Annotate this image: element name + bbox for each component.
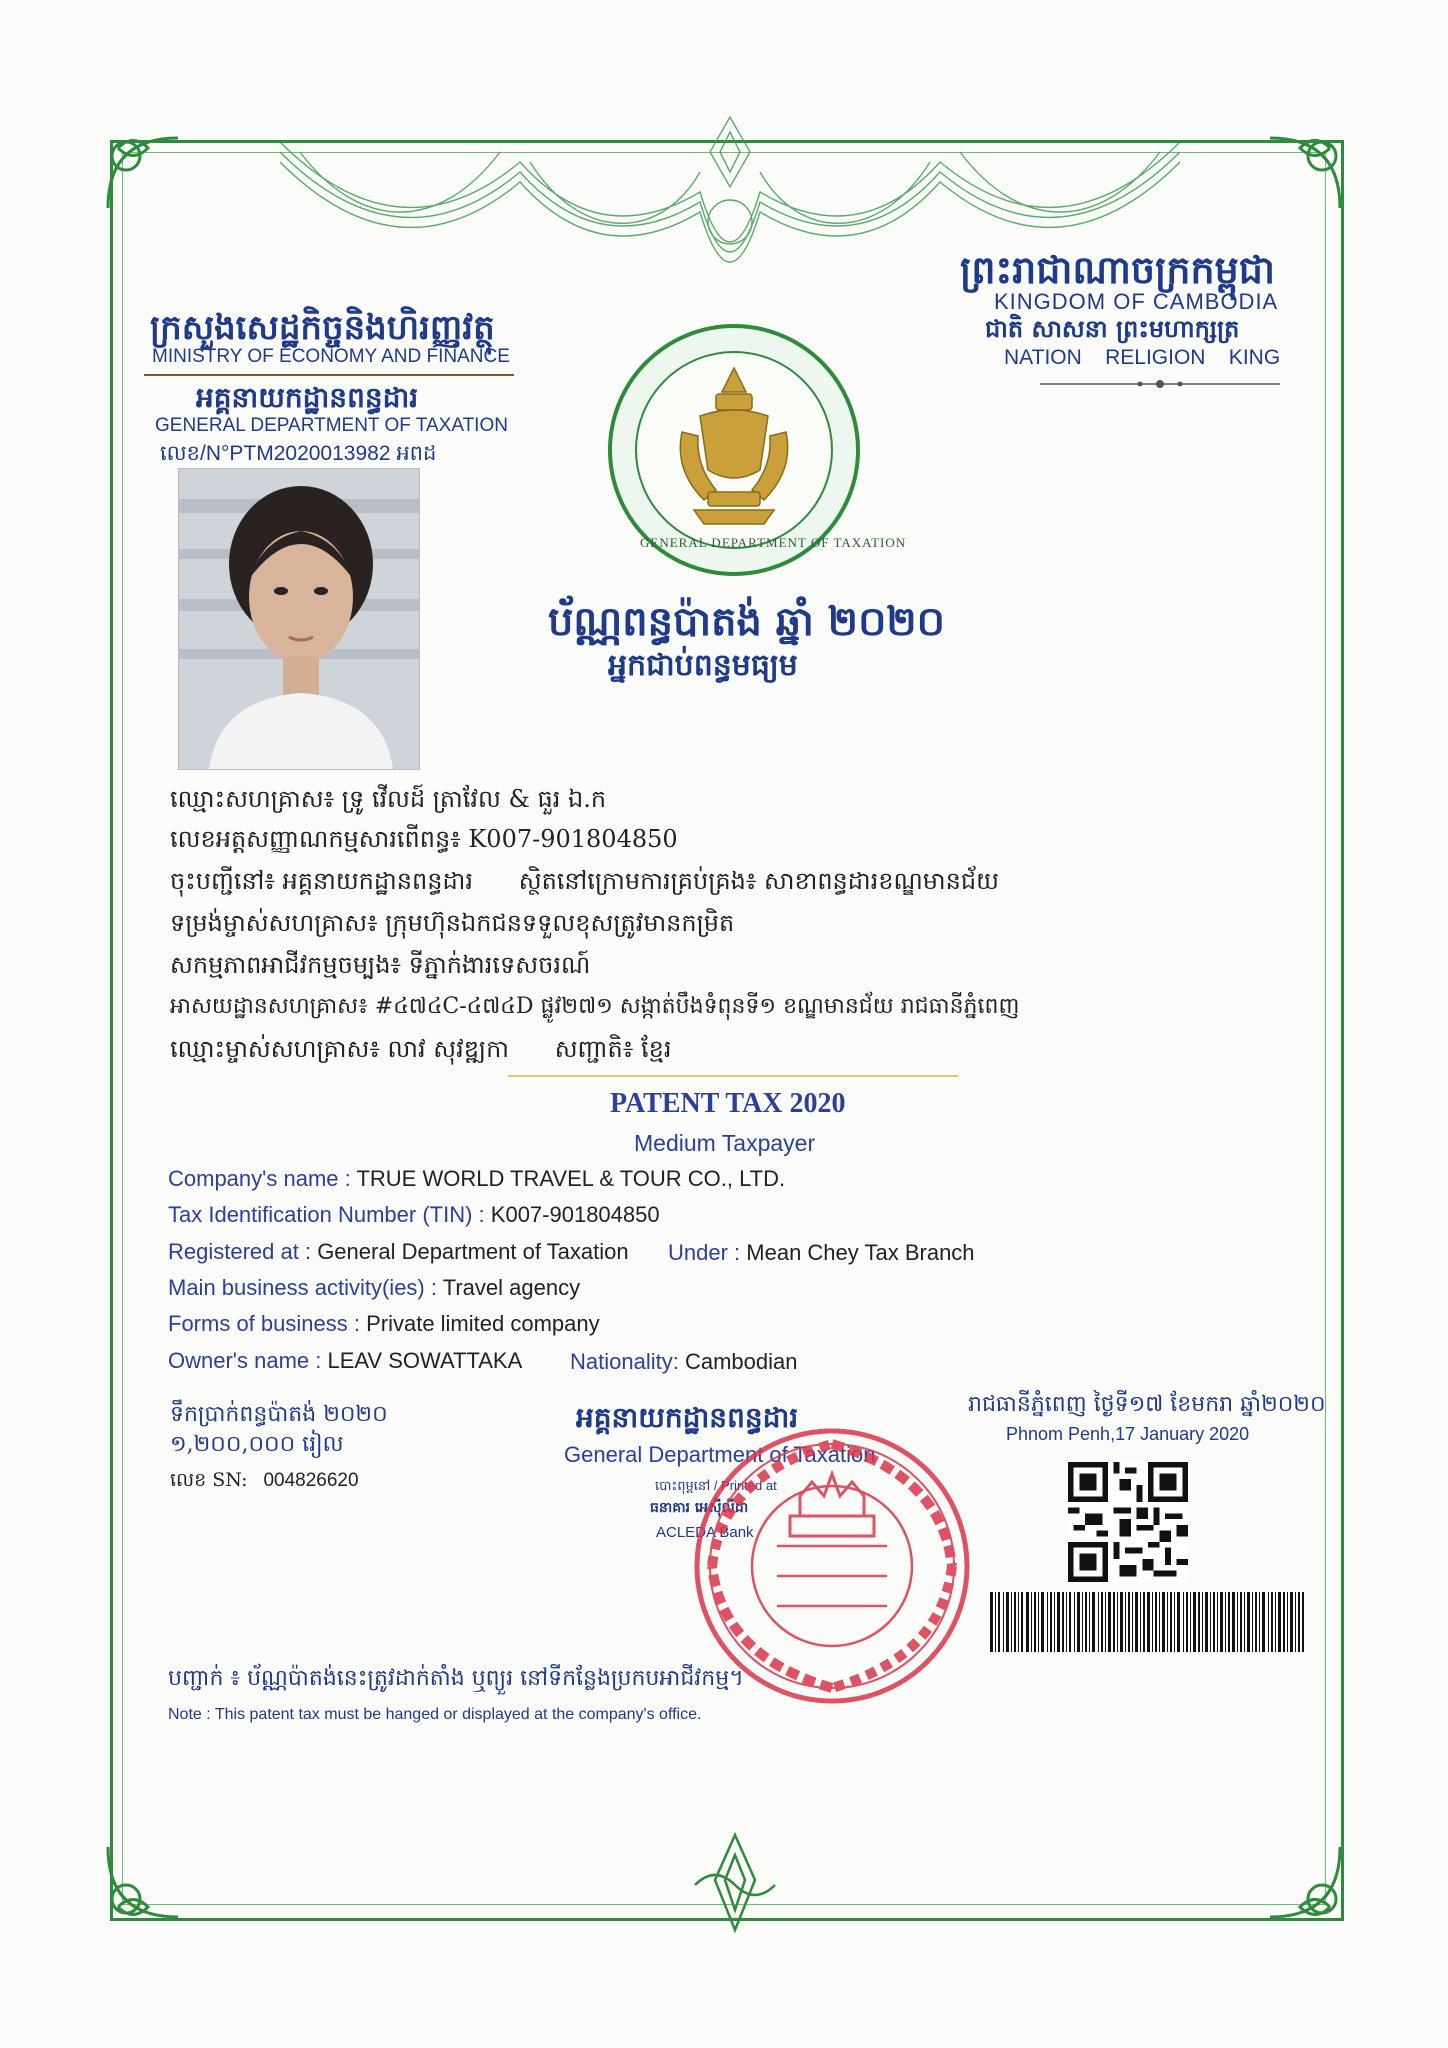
en-field-owner: Owner's name : LEAV SOWATTAKA bbox=[168, 1348, 523, 1373]
en-field-under: Under : Mean Chey Tax Branch bbox=[668, 1240, 975, 1265]
department-kh: អគ្គនាយកដ្ឋានពន្ធដារ bbox=[196, 381, 419, 414]
amount-value-kh: ១,២០០,០០០ រៀល bbox=[170, 1432, 344, 1457]
corner-ornament-icon bbox=[1260, 1837, 1350, 1927]
date-kh: រាជធានីភ្នំពេញ ថ្ងៃទី១៧ ខែមករា ឆ្នាំ២០២០ bbox=[968, 1392, 1326, 1417]
ministry-divider bbox=[144, 374, 514, 376]
corner-ornament-icon bbox=[98, 1837, 188, 1927]
subtitle-en: Medium Taxpayer bbox=[634, 1130, 816, 1156]
corner-ornament-icon bbox=[98, 128, 188, 218]
kh-field-forms: ទម្រង់ម្ចាស់សហគ្រាស៖ ក្រុមហ៊ុនឯកជនទទួលខុសត្រូវមានកម្រិត bbox=[170, 909, 735, 937]
en-field-tin: Tax Identification Number (TIN) : K007-901804850 bbox=[168, 1202, 660, 1227]
subtitle-kh: អ្នកជាប់ពន្ធមធ្យម bbox=[608, 648, 798, 683]
motto-en: NATION RELIGION KING bbox=[1004, 346, 1281, 369]
note-kh: បញ្ជាក់ ៖ ប័ណ្ណប៉ាតង់នេះត្រូវដាក់តាំង ឬព្យួរ នៅទីកន្លែងប្រកបអាជីវកម្ម។ bbox=[168, 1666, 744, 1691]
bank-kh: ធនាគារ អេស៊ីលីដា bbox=[650, 1500, 749, 1516]
ministry-kh: ក្រសួងសេដ្ឋកិច្ចនិងហិរញ្ញវត្ថុ bbox=[150, 308, 495, 348]
seal-caption: GENERAL DEPARTMENT OF TAXATION bbox=[640, 535, 907, 550]
corner-ornament-icon bbox=[1260, 128, 1350, 218]
amount-label-kh: ទឹកប្រាក់ពន្ធប៉ាតង់ ២០២០ bbox=[170, 1402, 388, 1427]
kh-field-owner: ឈ្មោះម្ចាស់សហគ្រាស៖ លាវ សុវឌ្ឍកា សញ្ជាតិ៖ ខ្មែរ bbox=[170, 1035, 672, 1063]
qr-code-icon bbox=[1068, 1462, 1188, 1582]
issuer-en: General Department of Taxation bbox=[564, 1442, 876, 1467]
barcode-icon bbox=[990, 1592, 1304, 1652]
bank-en: ACLEDA Bank bbox=[656, 1524, 754, 1541]
kh-field-address: អាសយដ្ឋានសហគ្រាស៖ #៤៧៤C-៤៧៤D ផ្លូវ២៧១ សង្កាត់បឹងទំពុនទី១ ខណ្ឌមានជ័យ រាជធានីភ្នំពេញ bbox=[170, 994, 1020, 1019]
motto-kh: ជាតិ សាសនា ព្រះមហាក្សត្រ bbox=[985, 314, 1240, 343]
date-en: Phnom Penh,17 January 2020 bbox=[1006, 1424, 1250, 1444]
divider-ornament-icon bbox=[1040, 378, 1280, 390]
section-divider bbox=[508, 1075, 958, 1077]
ministry-en: MINISTRY OF ECONOMY AND FINANCE bbox=[152, 346, 510, 367]
title-en: PATENT TAX 2020 bbox=[610, 1088, 846, 1119]
kh-field-registered: ចុះបញ្ជីនៅ៖ អគ្គនាយកដ្ឋានពន្ធដារ ស្ថិតនៅក្រោមការគ្រប់គ្រង៖ សាខាពន្ធដារខណ្ឌមានជ័យ bbox=[170, 867, 999, 895]
printed-at: បោះពុម្ពនៅ / Printed at bbox=[655, 1478, 777, 1493]
kh-field-activity: សកម្មភាពអាជីវកម្មចម្បង៖ ទីភ្នាក់ងារទេសចរណ៍ bbox=[170, 951, 591, 979]
bottom-ornament-icon bbox=[690, 1830, 780, 1940]
en-field-registered: Registered at : General Department of Taxation bbox=[168, 1239, 629, 1264]
en-field-activity: Main business activity(ies) : Travel agency bbox=[168, 1275, 581, 1300]
kingdom-kh: ព្រះរាជាណាចក្រកម្ពុជា bbox=[960, 247, 1275, 292]
en-field-company: Company's name : TRUE WORLD TRAVEL & TOUR CO., LTD. bbox=[168, 1166, 786, 1191]
document-number: លេខ/N°PTM2020013982 អពដ bbox=[160, 442, 437, 465]
title-kh: ប័ណ្ណពន្ធប៉ាតង់ ឆ្នាំ ២០២០ bbox=[548, 598, 945, 645]
department-en: GENERAL DEPARTMENT OF TAXATION bbox=[155, 415, 508, 436]
kingdom-en: KINGDOM OF CAMBODIA bbox=[994, 289, 1279, 314]
en-field-forms: Forms of business : Private limited company bbox=[168, 1311, 600, 1336]
kh-field-company: ឈ្មោះសហគ្រាស៖ ទ្រូ វើលដ៍ ត្រាវែល & ធួរ ឯ.ក bbox=[170, 785, 607, 813]
note-en: Note : This patent tax must be hanged or displayed at the company's office. bbox=[168, 1706, 702, 1723]
serial-number: លេខ SN: 004826620 bbox=[170, 1469, 359, 1491]
en-field-nationality: Nationality: Cambodian bbox=[570, 1349, 798, 1374]
owner-photo bbox=[178, 468, 420, 770]
portrait-icon bbox=[179, 469, 419, 769]
kh-field-tin: លេខអត្តសញ្ញាណកម្មសារពើពន្ធ៖ K007-901804850 bbox=[170, 825, 678, 853]
issuer-kh: អគ្គនាយកដ្ឋានពន្ធដារ bbox=[576, 1401, 799, 1434]
